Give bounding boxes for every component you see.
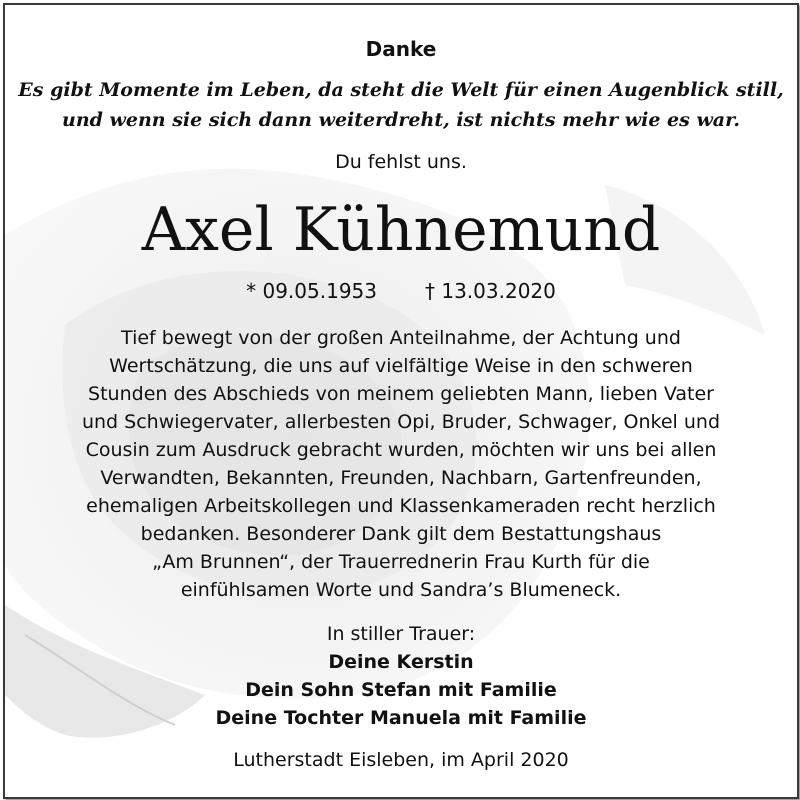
birth-date: * 09.05.1953 [246, 279, 377, 303]
body-line: ehemaligen Arbeitskollegen und Klassenkameraden recht herzlich [86, 495, 716, 517]
life-dates [5, 279, 797, 303]
notice-content [5, 5, 797, 797]
mourning-intro: In stiller Trauer: [326, 623, 476, 645]
signatory: Deine Kerstin [328, 651, 474, 673]
quote-line-1: Es gibt Momente im Leben, da steht die Welt für einen Augenblick still, [18, 79, 784, 101]
death-date: † 13.03.2020 [425, 279, 556, 303]
body-line: „Am Brunnen“, der Trauerrednerin Frau Kurth für die [152, 551, 650, 573]
deceased-name: Axel Kühnemund [141, 195, 661, 265]
body-line: Stunden des Abschieds von meinem geliebten Mann, lieben Vater [88, 383, 714, 405]
body-line: Wertschätzung, die uns auf vielfältige Weise in den schweren [109, 355, 693, 377]
heading: Danke [365, 37, 437, 61]
body-line: Cousin zum Ausdruck gebracht wurden, möchten wir uns bei allen [85, 439, 717, 461]
obituary-card [3, 3, 799, 799]
place-date: Lutherstadt Eisleben, im April 2020 [233, 749, 569, 771]
signatory: Dein Sohn Stefan mit Familie [245, 679, 557, 701]
body-line: bedanken. Besonderer Dank gilt dem Bestattungshaus [140, 523, 662, 545]
missing-text: Du fehlst uns. [335, 151, 467, 173]
signatory: Deine Tochter Manuela mit Familie [215, 707, 587, 729]
body-line: Tief bewegt von der großen Anteilnahme, der Achtung und [121, 327, 681, 349]
body-line: und Schwiegervater, allerbesten Opi, Bruder, Schwager, Onkel und [81, 411, 721, 433]
body-line: Verwandten, Bekannten, Freunden, Nachbarn, Gartenfreunden, [100, 467, 702, 489]
body-line: einfühlsamen Worte und Sandra’s Blumeneck. [180, 579, 622, 601]
quote-line-2: und wenn sie sich dann weiterdreht, ist nichts mehr wie es war. [62, 109, 740, 131]
